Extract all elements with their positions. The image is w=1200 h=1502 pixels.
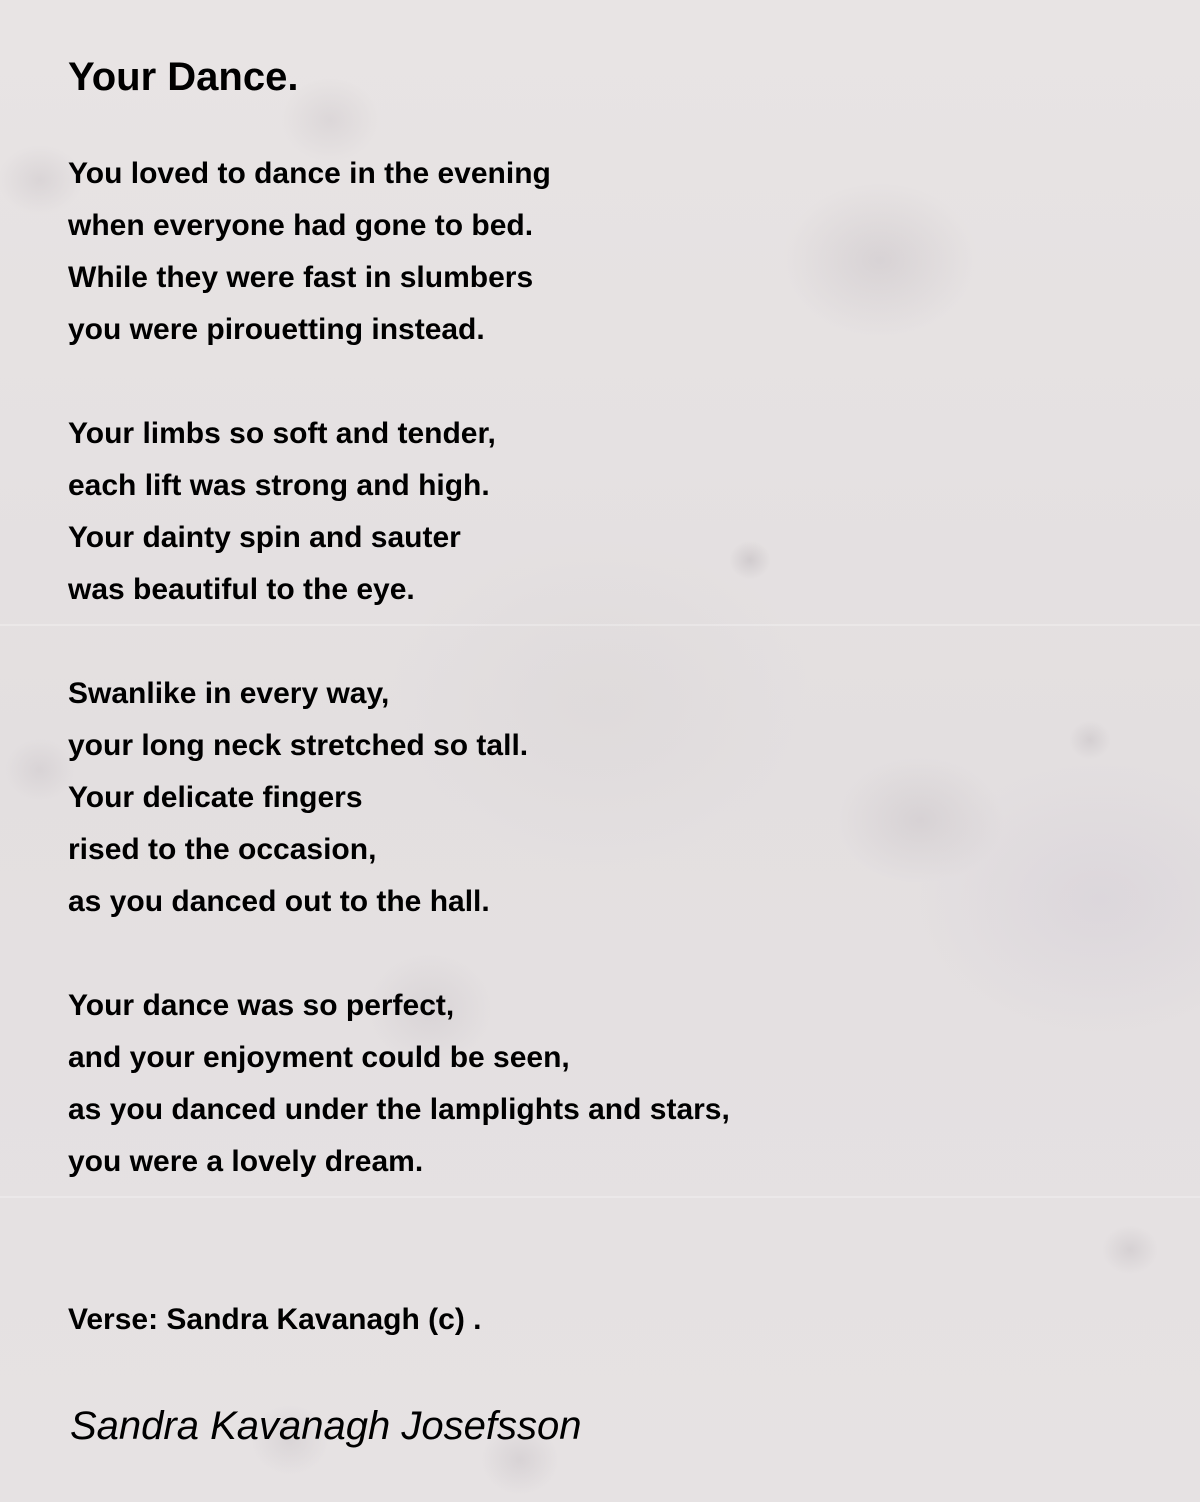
poem-line: and your enjoyment could be seen, <box>68 1041 570 1074</box>
poem-line: Your delicate fingers <box>68 781 363 814</box>
poem-line: you were a lovely dream. <box>68 1145 424 1178</box>
stanza-3 <box>68 668 1148 928</box>
poem-title: Your Dance. <box>68 55 299 99</box>
poem-line: you were pirouetting instead. <box>68 313 485 346</box>
poem-line: Your limbs so soft and tender, <box>68 417 496 450</box>
poem-line: Your dainty spin and sauter <box>68 521 461 554</box>
poem-line: Your dance was so perfect, <box>68 989 455 1022</box>
stanza-4 <box>68 980 1148 1188</box>
poem-line: was beautiful to the eye. <box>68 573 415 606</box>
poem-line: Swanlike in every way, <box>68 677 390 710</box>
stanza-1 <box>68 148 1148 356</box>
poem-line: when everyone had gone to bed. <box>68 209 534 242</box>
poem-body <box>68 148 1148 1240</box>
verse-credit: Verse: Sandra Kavanagh (c) . <box>68 1303 482 1336</box>
poem-line: your long neck stretched so tall. <box>68 729 529 762</box>
poem-line: You loved to dance in the evening <box>68 157 551 190</box>
poem-line: as you danced out to the hall. <box>68 885 490 918</box>
poem-line: rised to the occasion, <box>68 833 377 866</box>
poem-line: While they were fast in slumbers <box>68 261 534 294</box>
stanza-2 <box>68 408 1148 616</box>
poem-line: each lift was strong and high. <box>68 469 490 502</box>
poem-line: as you danced under the lamplights and stars, <box>68 1093 730 1126</box>
author-name: Sandra Kavanagh Josefsson <box>70 1404 582 1448</box>
